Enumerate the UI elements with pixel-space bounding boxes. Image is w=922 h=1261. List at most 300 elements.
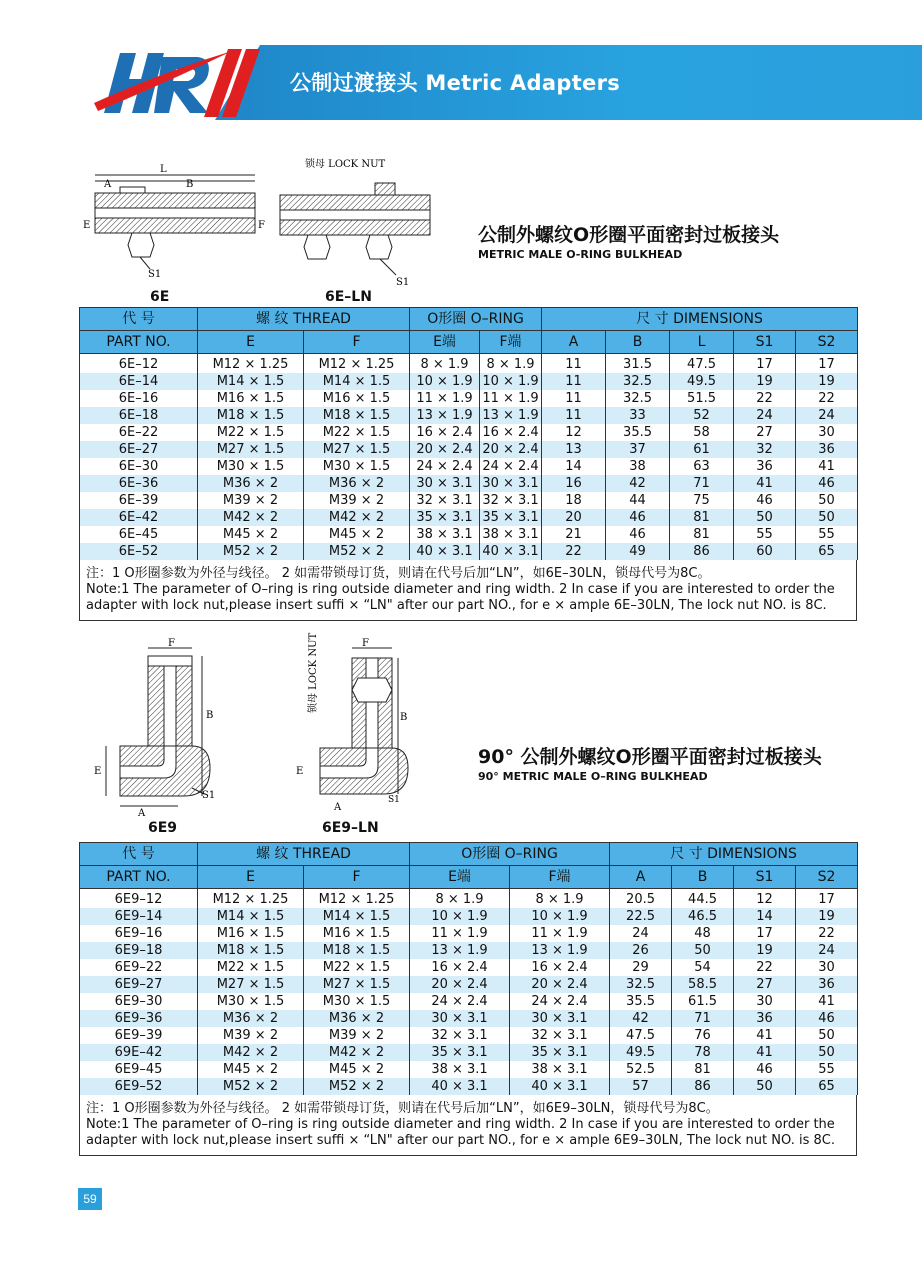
table-cell: 41 <box>734 1027 796 1044</box>
table-subheader-row <box>80 866 858 889</box>
note-line: 注：1 O形圈参数为外径与线径。 2 如需带锁母订货，则请在代号后加“LN”，如6E–30LN，锁母代号为8C。 <box>86 566 711 581</box>
table-cell: M45 × 2 <box>198 1061 304 1078</box>
table-cell: 20 <box>542 509 606 526</box>
subheader-cell: E <box>198 331 304 354</box>
table-cell: 8 × 1.9 <box>480 354 542 374</box>
table-cell: 24 × 2.4 <box>410 458 480 475</box>
table-header-row <box>80 843 858 866</box>
table-cell: 22 <box>734 390 796 407</box>
table-cell: 21 <box>542 526 606 543</box>
table-cell: 22 <box>796 390 858 407</box>
table-cell: 55 <box>796 1061 858 1078</box>
table-cell: 19 <box>796 908 858 925</box>
table-cell: M45 × 2 <box>198 526 304 543</box>
table-row <box>80 424 858 441</box>
table-cell: 48 <box>672 925 734 942</box>
table-cell: M16 × 1.5 <box>198 925 304 942</box>
table-cell: 24 <box>734 407 796 424</box>
table-cell: 19 <box>734 373 796 390</box>
table-cell: 35.5 <box>606 424 670 441</box>
part-number-cell: 6E9–18 <box>80 942 198 959</box>
label-f: F <box>258 220 265 231</box>
table-cell: M42 × 2 <box>198 509 304 526</box>
table-cell: M30 × 1.5 <box>304 993 410 1010</box>
label-e: E <box>296 766 304 777</box>
part-number-cell: 6E–52 <box>80 543 198 560</box>
table-cell: 10 × 1.9 <box>410 373 480 390</box>
label-b: B <box>206 710 214 721</box>
label-l: L <box>160 164 167 175</box>
note-line: adapter with lock nut,please insert suffi × “LN" after our part NO., for e × ample 6E–30LN, The lock nut NO. is 8C. <box>86 598 827 613</box>
part-number-cell: 6E9–30 <box>80 993 198 1010</box>
table-cell: 38 × 3.1 <box>480 526 542 543</box>
table-cell: 22.5 <box>610 908 672 925</box>
table-cell: 11 × 1.9 <box>410 390 480 407</box>
header-part-no: 代 号 <box>80 308 198 331</box>
table-cell: M16 × 1.5 <box>198 390 304 407</box>
header-dimensions: 尺 寸 DIMENSIONS <box>542 308 858 331</box>
table-cell: 33 <box>606 407 670 424</box>
part-number-cell: 6E–27 <box>80 441 198 458</box>
table-cell: 10 × 1.9 <box>410 908 510 925</box>
label-lock-nut: 锁母 LOCK NUT <box>308 632 319 713</box>
page-title: 公制过渡接头 Metric Adapters <box>290 71 621 95</box>
table-cell: 16 × 2.4 <box>510 959 610 976</box>
table-row <box>80 1044 858 1061</box>
table-cell: 19 <box>796 373 858 390</box>
part-number-cell: 6E–12 <box>80 354 198 374</box>
table-cell: 30 <box>734 993 796 1010</box>
table-cell: 12 <box>734 889 796 909</box>
table-cell: 36 <box>734 458 796 475</box>
table-cell: M18 × 1.5 <box>304 407 410 424</box>
table-cell: 38 × 3.1 <box>410 1061 510 1078</box>
table-cell: 18 <box>542 492 606 509</box>
table-cell: 30 <box>796 424 858 441</box>
table-cell: 57 <box>610 1078 672 1095</box>
table-row <box>80 526 858 543</box>
subheader-cell: PART NO. <box>80 866 198 889</box>
table-row <box>80 976 858 993</box>
table-cell: 13 <box>542 441 606 458</box>
table-cell: M12 × 1.25 <box>304 889 410 909</box>
table-cell: 46.5 <box>672 908 734 925</box>
table-cell: 49 <box>606 543 670 560</box>
table-cell: 55 <box>796 526 858 543</box>
header-part-no: 代 号 <box>80 843 198 866</box>
section2-title-cn: 90° 公制外螺纹O形圈平面密封过板接头 <box>478 746 822 768</box>
page-number: 59 <box>78 1188 102 1210</box>
table-cell: 78 <box>672 1044 734 1061</box>
part-number-cell: 6E9–27 <box>80 976 198 993</box>
table-cell: 46 <box>796 475 858 492</box>
table-cell: 32.5 <box>606 390 670 407</box>
note-line: 注：1 O形圈参数为外径与线径。 2 如需带锁母订货，则请在代号后加“LN”，如6E9–30LN，锁母代号为8C。 <box>86 1101 719 1116</box>
label-b: B <box>400 712 408 723</box>
table-cell: 17 <box>796 889 858 909</box>
table-cell: 32 <box>734 441 796 458</box>
part-number-cell: 6E–18 <box>80 407 198 424</box>
table-row <box>80 959 858 976</box>
table-cell: 22 <box>542 543 606 560</box>
table-row <box>80 475 858 492</box>
table-cell: 47.5 <box>610 1027 672 1044</box>
table-cell: 13 × 1.9 <box>410 942 510 959</box>
table-header-row <box>80 308 858 331</box>
table-cell: 38 × 3.1 <box>410 526 480 543</box>
table-cell: M12 × 1.25 <box>198 889 304 909</box>
table-cell: 52 <box>670 407 734 424</box>
header-dimensions: 尺 寸 DIMENSIONS <box>610 843 858 866</box>
table-cell: M39 × 2 <box>198 1027 304 1044</box>
table-cell: M36 × 2 <box>198 475 304 492</box>
label-s1: S1 <box>388 795 400 805</box>
table-cell: M30 × 1.5 <box>304 458 410 475</box>
table-cell: 46 <box>734 492 796 509</box>
table-cell: 30 × 3.1 <box>410 1010 510 1027</box>
table-cell: 29 <box>610 959 672 976</box>
table-cell: 32.5 <box>606 373 670 390</box>
label-f: F <box>362 638 369 649</box>
drawing-6e9 <box>92 638 242 818</box>
table-cell: M36 × 2 <box>198 1010 304 1027</box>
table-cell: M36 × 2 <box>304 1010 410 1027</box>
table-cell: 65 <box>796 543 858 560</box>
table-cell: 55 <box>734 526 796 543</box>
table-cell: M39 × 2 <box>304 1027 410 1044</box>
table-cell: 20 × 2.4 <box>410 441 480 458</box>
table-cell: M42 × 2 <box>304 509 410 526</box>
subheader-cell: F <box>304 866 410 889</box>
subheader-cell: B <box>672 866 734 889</box>
table-cell: 52.5 <box>610 1061 672 1078</box>
subheader-cell: A <box>610 866 672 889</box>
table-cell: 13 × 1.9 <box>510 942 610 959</box>
notes-6e9 <box>79 1095 857 1156</box>
table-cell: M12 × 1.25 <box>304 354 410 374</box>
table-cell: 41 <box>796 993 858 1010</box>
table-cell: 36 <box>796 441 858 458</box>
table-cell: M27 × 1.5 <box>304 441 410 458</box>
table-cell: 41 <box>734 475 796 492</box>
table-cell: M52 × 2 <box>198 543 304 560</box>
subheader-cell: A <box>542 331 606 354</box>
table-row <box>80 1061 858 1078</box>
drawing-6e9-ln <box>292 628 422 818</box>
table-cell: 17 <box>734 354 796 374</box>
table-cell: 16 × 2.4 <box>410 959 510 976</box>
header-thread: 螺 纹 THREAD <box>198 308 410 331</box>
table-cell: M52 × 2 <box>304 543 410 560</box>
table-cell: 36 <box>796 976 858 993</box>
table-row <box>80 492 858 509</box>
table-cell: M39 × 2 <box>304 492 410 509</box>
subheader-cell: L <box>670 331 734 354</box>
table-cell: 11 <box>542 373 606 390</box>
table-cell: 16 × 2.4 <box>480 424 542 441</box>
table-row <box>80 543 858 560</box>
table-cell: 50 <box>796 1027 858 1044</box>
table-cell: 20 × 2.4 <box>510 976 610 993</box>
table-cell: 24 × 2.4 <box>510 993 610 1010</box>
table-cell: 50 <box>672 942 734 959</box>
section1-title-en: METRIC MALE O-RING BULKHEAD <box>478 248 683 261</box>
page-header <box>0 45 922 120</box>
table-cell: 54 <box>672 959 734 976</box>
part-number-cell: 6E9–14 <box>80 908 198 925</box>
part-number-cell: 6E–39 <box>80 492 198 509</box>
table-cell: M18 × 1.5 <box>198 407 304 424</box>
table-cell: 76 <box>672 1027 734 1044</box>
table-cell: 22 <box>734 959 796 976</box>
table-cell: 50 <box>796 509 858 526</box>
section1-title-cn: 公制外螺纹O形圈平面密封过板接头 <box>478 224 780 246</box>
subheader-cell: S1 <box>734 331 796 354</box>
table-cell: 81 <box>670 509 734 526</box>
table-cell: M22 × 1.5 <box>304 424 410 441</box>
table-cell: 32 × 3.1 <box>510 1027 610 1044</box>
table-cell: 24 <box>796 942 858 959</box>
part-number-cell: 6E–16 <box>80 390 198 407</box>
drawing-6e-ln <box>270 155 440 290</box>
part-number-cell: 6E–45 <box>80 526 198 543</box>
table-cell: 51.5 <box>670 390 734 407</box>
table-subheader-row <box>80 331 858 354</box>
table-cell: 49.5 <box>610 1044 672 1061</box>
notes-6e <box>79 560 857 621</box>
table-cell: 11 × 1.9 <box>480 390 542 407</box>
table-cell: 8 × 1.9 <box>510 889 610 909</box>
subheader-cell: S2 <box>796 866 858 889</box>
table-cell: 40 × 3.1 <box>510 1078 610 1095</box>
table-cell: 35 × 3.1 <box>510 1044 610 1061</box>
table-cell: 35 × 3.1 <box>410 509 480 526</box>
table-cell: 58 <box>670 424 734 441</box>
note-line: Note:1 The parameter of O–ring is ring outside diameter and ring width. 2 In case if you are interested to order the <box>86 582 835 597</box>
table-row <box>80 441 858 458</box>
table-cell: 24 <box>610 925 672 942</box>
table-cell: 8 × 1.9 <box>410 889 510 909</box>
table-cell: 71 <box>672 1010 734 1027</box>
table-cell: 24 × 2.4 <box>480 458 542 475</box>
table-cell: 46 <box>606 509 670 526</box>
table-cell: M18 × 1.5 <box>198 942 304 959</box>
table-cell: 27 <box>734 976 796 993</box>
table-cell: 44 <box>606 492 670 509</box>
table-row <box>80 942 858 959</box>
table-cell: 17 <box>734 925 796 942</box>
drawing-6e <box>80 155 270 285</box>
table-cell: 35 × 3.1 <box>410 1044 510 1061</box>
figure-label-6e: 6E <box>150 289 170 305</box>
table-cell: 60 <box>734 543 796 560</box>
table-row <box>80 908 858 925</box>
part-number-cell: 6E–22 <box>80 424 198 441</box>
table-cell: M30 × 1.5 <box>198 993 304 1010</box>
table-row <box>80 1078 858 1095</box>
table-cell: M12 × 1.25 <box>198 354 304 374</box>
figure-label-6e9-ln: 6E9–LN <box>322 820 379 836</box>
table-cell: 11 <box>542 390 606 407</box>
table-cell: 30 <box>796 959 858 976</box>
header-o-ring: O形圈 O–RING <box>410 843 610 866</box>
note-line: Note:1 The parameter of O–ring is ring outside diameter and ring width. 2 In case if you are interested to order the <box>86 1117 835 1132</box>
table-cell: 42 <box>610 1010 672 1027</box>
subheader-cell: S1 <box>734 866 796 889</box>
table-row <box>80 407 858 424</box>
table-row <box>80 458 858 475</box>
table-cell: 35 × 3.1 <box>480 509 542 526</box>
table-cell: 42 <box>606 475 670 492</box>
table-row <box>80 373 858 390</box>
table-cell: M16 × 1.5 <box>304 925 410 942</box>
table-cell: 63 <box>670 458 734 475</box>
table-cell: 71 <box>670 475 734 492</box>
table-cell: 20 × 2.4 <box>410 976 510 993</box>
table-cell: 24 × 2.4 <box>410 993 510 1010</box>
table-cell: M45 × 2 <box>304 526 410 543</box>
table-cell: M14 × 1.5 <box>198 373 304 390</box>
table-cell: 11 × 1.9 <box>510 925 610 942</box>
table-cell: M22 × 1.5 <box>304 959 410 976</box>
table-cell: 10 × 1.9 <box>480 373 542 390</box>
table-cell: 32 × 3.1 <box>480 492 542 509</box>
label-a: A <box>334 802 342 813</box>
part-number-cell: 6E9–45 <box>80 1061 198 1078</box>
table-cell: 20.5 <box>610 889 672 909</box>
subheader-cell: F <box>304 331 410 354</box>
table-cell: 58.5 <box>672 976 734 993</box>
part-number-cell: 6E–36 <box>80 475 198 492</box>
table-cell: 38 <box>606 458 670 475</box>
table-cell: 26 <box>610 942 672 959</box>
table-cell: 11 × 1.9 <box>410 925 510 942</box>
table-cell: 24 <box>796 407 858 424</box>
subheader-cell: E <box>198 866 304 889</box>
subheader-cell: S2 <box>796 331 858 354</box>
label-b: B <box>186 179 194 190</box>
table-cell: 65 <box>796 1078 858 1095</box>
table-body <box>80 354 858 561</box>
subheader-cell: F端 <box>510 866 610 889</box>
table-cell: 19 <box>734 942 796 959</box>
table-row <box>80 993 858 1010</box>
table-cell: 86 <box>670 543 734 560</box>
table-cell: 40 × 3.1 <box>410 1078 510 1095</box>
table-cell: 44.5 <box>672 889 734 909</box>
table-cell: 13 × 1.9 <box>410 407 480 424</box>
table-cell: M27 × 1.5 <box>304 976 410 993</box>
table-cell: M52 × 2 <box>198 1078 304 1095</box>
table-row <box>80 889 858 909</box>
table-cell: 46 <box>606 526 670 543</box>
table-cell: M22 × 1.5 <box>198 424 304 441</box>
part-number-cell: 6E9–39 <box>80 1027 198 1044</box>
table-cell: 13 × 1.9 <box>480 407 542 424</box>
table-cell: 10 × 1.9 <box>510 908 610 925</box>
table-cell: 37 <box>606 441 670 458</box>
table-cell: 30 × 3.1 <box>480 475 542 492</box>
table-cell: M45 × 2 <box>304 1061 410 1078</box>
subheader-cell: E端 <box>410 866 510 889</box>
brand-logo-icon <box>90 45 280 120</box>
label-a: A <box>138 808 146 818</box>
table-cell: M14 × 1.5 <box>304 908 410 925</box>
table-cell: 81 <box>670 526 734 543</box>
table-row <box>80 509 858 526</box>
table-row <box>80 1027 858 1044</box>
table-row <box>80 354 858 374</box>
table-cell: 40 × 3.1 <box>480 543 542 560</box>
table-cell: M42 × 2 <box>304 1044 410 1061</box>
label-e: E <box>83 220 91 231</box>
subheader-cell: PART NO. <box>80 331 198 354</box>
table-cell: 36 <box>734 1010 796 1027</box>
figure-label-6e9: 6E9 <box>148 820 178 836</box>
part-number-cell: 6E9–52 <box>80 1078 198 1095</box>
table-cell: 12 <box>542 424 606 441</box>
table-cell: 32 × 3.1 <box>410 1027 510 1044</box>
table-cell: 50 <box>796 492 858 509</box>
table-cell: M14 × 1.5 <box>198 908 304 925</box>
label-e: E <box>94 766 102 777</box>
table-body <box>80 889 858 1096</box>
table-cell: 47.5 <box>670 354 734 374</box>
table-row <box>80 390 858 407</box>
table-cell: 50 <box>734 509 796 526</box>
table-cell: 50 <box>796 1044 858 1061</box>
part-number-cell: 6E9–22 <box>80 959 198 976</box>
spec-table-6e9 <box>79 842 858 1095</box>
figure-label-6e-ln: 6E–LN <box>325 289 372 305</box>
label-s1: S1 <box>202 790 216 801</box>
table-cell: 38 × 3.1 <box>510 1061 610 1078</box>
table-cell: 61.5 <box>672 993 734 1010</box>
table-cell: 20 × 2.4 <box>480 441 542 458</box>
table-cell: 16 <box>542 475 606 492</box>
table-cell: 49.5 <box>670 373 734 390</box>
table-cell: 30 × 3.1 <box>510 1010 610 1027</box>
table-cell: M39 × 2 <box>198 492 304 509</box>
table-cell: M18 × 1.5 <box>304 942 410 959</box>
section2-title-en: 90° METRIC MALE O–RING BULKHEAD <box>478 770 708 783</box>
part-number-cell: 6E9–16 <box>80 925 198 942</box>
spec-table-6e <box>79 307 858 560</box>
table-cell: M14 × 1.5 <box>304 373 410 390</box>
table-cell: 81 <box>672 1061 734 1078</box>
label-s1: S1 <box>396 277 410 288</box>
table-cell: 32.5 <box>610 976 672 993</box>
table-cell: M52 × 2 <box>304 1078 410 1095</box>
table-row <box>80 925 858 942</box>
part-number-cell: 69E–42 <box>80 1044 198 1061</box>
table-cell: 8 × 1.9 <box>410 354 480 374</box>
subheader-cell: B <box>606 331 670 354</box>
subheader-cell: F端 <box>480 331 542 354</box>
table-cell: 22 <box>796 925 858 942</box>
table-cell: M30 × 1.5 <box>198 458 304 475</box>
label-f: F <box>168 638 175 649</box>
table-cell: 16 × 2.4 <box>410 424 480 441</box>
table-cell: 32 × 3.1 <box>410 492 480 509</box>
table-cell: 41 <box>796 458 858 475</box>
table-cell: 11 <box>542 407 606 424</box>
table-cell: M16 × 1.5 <box>304 390 410 407</box>
table-cell: 17 <box>796 354 858 374</box>
table-cell: 31.5 <box>606 354 670 374</box>
note-line: adapter with lock nut,please insert suffi × “LN" after our part NO., for e × ample 6E9–30LN, The lock nut NO. is 8C. <box>86 1133 835 1148</box>
label-lock-nut: 锁母 LOCK NUT <box>305 159 386 170</box>
